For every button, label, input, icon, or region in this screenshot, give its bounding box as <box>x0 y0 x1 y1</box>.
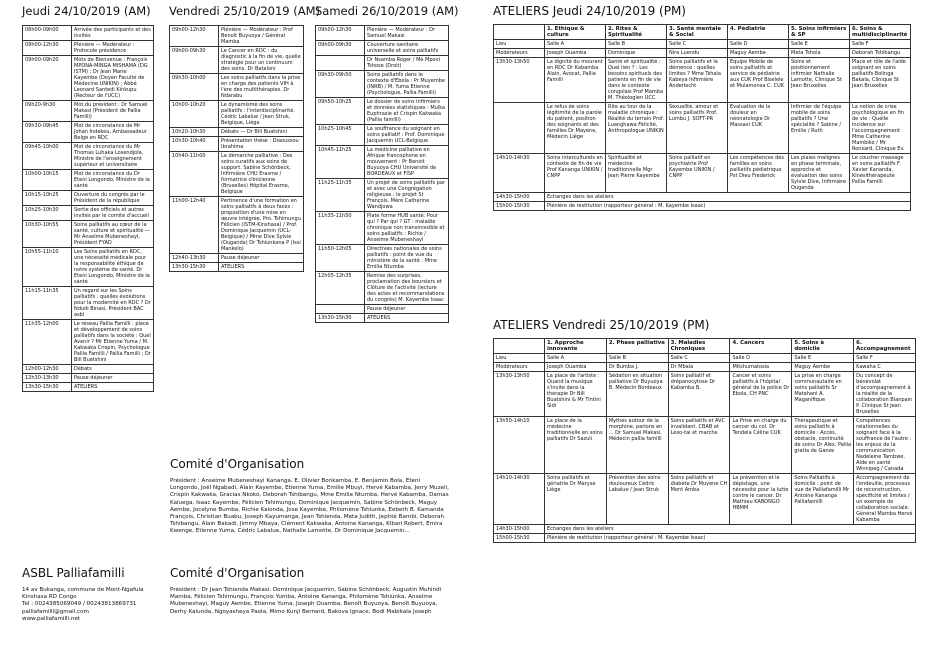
atelier-header: 1. Approche innovante <box>545 339 607 354</box>
time-cell: Modérateurs <box>494 363 545 372</box>
atelier-header-row <box>494 25 911 40</box>
atelier-header: 6. Soins & multidisciplinarité <box>850 25 911 40</box>
atelier-header: 6. Accompagnement <box>854 339 916 354</box>
schedule-row <box>316 41 449 56</box>
session-cell: Sortie des officiels et autres invités par le comité d'accueil <box>72 206 154 221</box>
atelier-cell: Dr Mbala <box>668 363 730 372</box>
schedule-row <box>23 320 154 365</box>
schedule-row <box>316 179 449 212</box>
atelier-cell: Salle E <box>792 354 854 363</box>
schedule-row <box>316 71 449 98</box>
ateliers1-title: ATELIERS Jeudi 24/10/2019 (PM) <box>493 4 686 18</box>
time-cell <box>316 305 365 314</box>
time-cell: 09h20-9h30 <box>23 101 72 122</box>
atelier-cell: Deborah Tshibangu <box>850 49 911 58</box>
atelier-row <box>494 202 911 211</box>
schedule-row <box>23 383 154 392</box>
day3-schedule <box>315 25 449 323</box>
time-cell: 09h30-09h45 <box>23 122 72 143</box>
atelier-row <box>494 534 916 543</box>
schedule-row <box>316 212 449 245</box>
schedule-row <box>170 137 304 152</box>
session-cell: Pause déjeuner <box>219 254 304 263</box>
schedule-row <box>316 56 449 71</box>
session-cell: Soins palliatifs au cœur de la santé, culture et spiritualité — Mr Anselme Mubeneshayi, Président FYAD <box>72 221 154 248</box>
schedule-row <box>23 41 154 56</box>
time-cell: 12h40-13h30 <box>170 254 219 263</box>
atelier-cell: Rite au tour de la maladie chronique : Réalité du terrain Prof. Luanghawa Félicité, Anthropologue UNIKIN <box>606 103 667 154</box>
time-cell: 11h35-11h50 <box>316 212 365 245</box>
atelier-cell: Mythes autour de la morphine, parlons en ... Dr Samuel Makasi, Médecin pallia familli <box>606 417 668 474</box>
atelier-cell: Prévention des soins douloureux Cédric Labalue / Jean Struk <box>606 474 668 525</box>
atelier-cell: Salle F <box>854 354 916 363</box>
time-cell: 11h25-11h35 <box>316 179 365 212</box>
time-cell: 09h00-09h30 <box>170 47 219 74</box>
atelier-row <box>494 49 911 58</box>
atelier-row <box>494 417 916 474</box>
session-cell: Dr Nsamba Roger / Me Mpovi Tshose (Droit) <box>365 56 449 71</box>
atelier-cell: Soins Palliatifs à domicile : point de vue de Palliafamilli Mr Antoine Kananga Palliafamilli <box>792 474 854 525</box>
time-cell: 10h55-11h10 <box>23 248 72 287</box>
address-line: palliafamilli@gmail.com <box>22 608 89 615</box>
day3-title: Samedi 26/10/2019 (AM) <box>315 4 459 18</box>
atelier-row <box>494 193 911 202</box>
atelier-cell: Soins et positionnement infirmier Nathalie Lamotte, Clinique St Jean Bruxelles <box>789 58 850 103</box>
atelier-row <box>494 372 916 417</box>
atelier-row <box>494 474 916 525</box>
session-cell: Echanges dans les ateliers <box>545 193 911 202</box>
session-cell: Un regard sur les Soins palliatifs : quelles évolutions pour la modernité en RDC ? Dr Ndudi Binasi, Président BAC asbl <box>72 287 154 320</box>
time-cell: 14h10-14h30 <box>494 474 545 525</box>
time-cell: 13h50-14h10 <box>494 417 545 474</box>
schedule-row <box>316 245 449 272</box>
schedule-row <box>316 125 449 146</box>
session-cell: Plénière — Modérateur : Protocole présidence <box>72 41 154 56</box>
time-cell: 13h30-15h30 <box>316 314 365 323</box>
time-cell: Modérateurs <box>494 49 545 58</box>
session-cell: Plate forme HUB santé. Pour qui ? Par qui ? GT : maladie chronique non transmissible et soins palliatifs : Richie / Anselme Mubeneshayi <box>365 212 449 245</box>
session-cell: Débats — Dr Bill Buatshini <box>219 128 304 137</box>
atelier-cell: Maguy Aembe <box>792 363 854 372</box>
atelier-header: 2. Rites & Spiritualité <box>606 25 667 40</box>
time-cell: 14h10-14h30 <box>494 154 545 193</box>
session-cell: ATELIERS <box>72 383 154 392</box>
time-cell: 12h05-12h35 <box>316 272 365 305</box>
schedule-row <box>170 128 304 137</box>
session-cell: Le réseau Pallia Familli : place et développement de soins palliatifs dans la société : Quel Avenir ? Mr Etienne Yuma / M. Kakwaka Crispin, Psychologue Pallia Familli / Pallia Familli ; Dr Bill Buatshini <box>72 320 154 365</box>
time-cell: 09h00-09h20 <box>23 56 72 101</box>
atelier-header <box>494 339 545 354</box>
time-cell: 14h30-15h00 <box>494 193 545 202</box>
time-cell: 08h00-09h00 <box>23 26 72 41</box>
atelier-cell: Joseph Ouamba <box>545 363 607 372</box>
atelier-header: 4. Pédiatrie <box>728 25 789 40</box>
atelier-row <box>494 154 911 193</box>
schedule-row <box>170 74 304 101</box>
atelier-cell: Sexualité, amour et soins palliatifs Prof. Lumbu J. SOFT-PR <box>667 103 728 154</box>
schedule-row <box>23 248 154 287</box>
atelier-cell: Salle F <box>850 40 911 49</box>
atelier-cell: Salle E <box>789 40 850 49</box>
session-cell: Plénière de restitution (rapporteur général : M. Kayembe Isaac) <box>545 202 911 211</box>
session-cell: Soins palliatifs dans le contexte d'Ebola : Pr Muyembe (INRB) / M. Yuma Etienne (Psychologue, Pallia Familli) <box>365 71 449 98</box>
day2-title: Vendredi 25/10/2019 (AM) <box>169 4 321 18</box>
atelier-row <box>494 525 916 534</box>
session-cell: Mot de circonstance du Dr Eteni Longondo, Ministre de la santé <box>72 170 154 191</box>
session-cell: Les Soins palliatifs en RDC, une nécessité médicale pour la responsabilité éthique de notre système de santé. Dr Eteni Longondo, Ministre de la santé <box>72 248 154 287</box>
atelier-cell: Joseph Ouamba <box>545 49 606 58</box>
ateliers1-table <box>493 24 911 211</box>
atelier-cell: Dominique <box>606 49 667 58</box>
atelier-cell: Thérapeutique et soins palliatifs à domicile : Accès, obstacle, continuité de soins Dr Alex, Pallia gratia de Ganze <box>792 417 854 474</box>
time-cell: 13h30-13h50 <box>494 372 545 417</box>
schedule-row <box>170 197 304 254</box>
atelier-row <box>494 354 916 363</box>
atelier-cell: Evaluation de la douleur en néonatologie Dr Massavi CUK <box>728 103 789 154</box>
atelier-cell: Sédation en situation palliative Dr Buyuoya B. Médecin Bordeaux <box>606 372 668 417</box>
day2-schedule <box>169 25 304 272</box>
schedule-row <box>23 101 154 122</box>
atelier-cell: Du concept de bénévolat d'accompagnement à la réalité de la collaboration Blanpain P. Clinique St Jean Bruxelles <box>854 372 916 417</box>
atelier-header: 5. Soins à domicile <box>792 339 854 354</box>
session-cell: Pertinence d'une formation en soins palliatifs à deux faces : proposition d'une mise en œuvre intégrée. Pro. Tshimungu Félicien (ISTM-Kinshasa) / Prof. Dominique Jacquemin (UCL-Belgique) / Mme Dive Sylvie (Ouganda) Dr Tshiunkana P (Issi Mankelo) <box>219 197 304 254</box>
session-cell: Mot de circonstance de Mr Johan Indekeu, Ambassadeur Belge en RDC <box>72 122 154 143</box>
atelier-cell: Nira Luendu <box>667 49 728 58</box>
schedule-row <box>23 170 154 191</box>
session-cell: Mot du président : Dr Samuel Makasi (Président de Pallia Familli) <box>72 101 154 122</box>
schedule-row <box>316 146 449 179</box>
atelier-header: 3. Santé mentale & Social <box>667 25 728 40</box>
day1-title: Jeudi 24/10/2019 (AM) <box>22 4 151 18</box>
time-cell: 15h00-15h30 <box>494 202 545 211</box>
atelier-cell: La Prise en charge du cancer du col. Dr Tendela Céline CUK <box>730 417 792 474</box>
schedule-row <box>170 152 304 197</box>
atelier-cell: La notion de crise psychologique en fin de vie : Quelle incidence sur l'accompagnement Mme Catherine Mambiko / Mr Ronsard, Clinique Ev. <box>850 103 911 154</box>
session-cell: Présentation thèse : Diaoussou Ibrahima <box>219 137 304 152</box>
atelier-cell: Soins palliatif en psychiatrie Prof Kayembe UNIKIN / CNPP <box>667 154 728 193</box>
atelier-row <box>494 363 916 372</box>
session-cell: Les soins palliatifs dans la prise en charge des patients VIH à l'ère des multithérapies. Dr Ndarabu <box>219 74 304 101</box>
session-cell: La souffrance du soignant en soins palliatif : Prof. Dominique Jacquemin UCL-Belgique <box>365 125 449 146</box>
atelier-cell: Maguy Aembe <box>728 49 789 58</box>
atelier-cell: Soins palliatifs et AVC invalidant. CBAB et Lexo-tai et marche <box>668 417 730 474</box>
time-cell: 11h35-12h00 <box>23 320 72 365</box>
time-cell: 10h00-10h20 <box>170 101 219 128</box>
time-cell: 10h15-10h25 <box>23 191 72 206</box>
schedule-row <box>23 221 154 248</box>
atelier-header: 1. Ethique & culture <box>545 25 606 40</box>
time-cell: 10h25-10h45 <box>316 125 365 146</box>
atelier-row <box>494 103 911 154</box>
ateliers2-title: ATELIERS Vendredi 25/10/2019 (PM) <box>493 318 710 332</box>
schedule-row <box>316 314 449 323</box>
atelier-header: 5. Soins infirmiers & SP <box>789 25 850 40</box>
schedule-row <box>23 191 154 206</box>
address-line: 14 av Bukanga, commune de Mont-Ngafula <box>22 587 144 593</box>
atelier-header-row <box>494 339 916 354</box>
session-cell: Pause déjeuner <box>365 305 449 314</box>
time-cell: 09h00-12h30 <box>170 26 219 47</box>
atelier-cell: Soins palliatifs et diabète Dr Muyene CH Mont Amba <box>668 474 730 525</box>
time-cell <box>316 56 365 71</box>
session-cell: Couverture sanitaire universelle et soins palliatifs <box>365 41 449 56</box>
time-cell: 09h00-12h30 <box>316 26 365 41</box>
atelier-cell: Dr Bumba J. <box>606 363 668 372</box>
schedule-row <box>170 26 304 47</box>
schedule-row <box>23 374 154 383</box>
atelier-cell: Salle A <box>545 354 607 363</box>
atelier-cell: Kawaha C <box>854 363 916 372</box>
session-cell: Mot de circonstance du Mr Thomas Luhaka Losendjola, Ministre de l'enseignement supérieur et universitaire <box>72 143 154 170</box>
session-cell: Plénière — Modérateur : Prof Benoit Buyuoya / Général Mamba <box>219 26 304 47</box>
time-cell: 09h30-10h00 <box>170 74 219 101</box>
atelier-cell: Cancer et soins palliatifs à l'hôpital général de la police Dr Ebola, CH PNC <box>730 372 792 417</box>
schedule-row <box>23 365 154 374</box>
session-cell: Un projet de soins palliatifs par et avec une Congrégation religieuse : le projet St François. Mère Catherine Wandjowa <box>365 179 449 212</box>
atelier-cell: Le coucher massage en soins palliatifs F. Xavier Kananda, Kinésithérapeute Pallia Familli <box>850 154 911 193</box>
atelier-row <box>494 58 911 103</box>
time-cell: 09h00-12h30 <box>23 41 72 56</box>
address-line: www.palliafamilli.net <box>22 615 81 622</box>
atelier-cell: Infirmier de l'équipe mobile de soins palliatifs ? Une spécialité ? Sabine / Emilie / Ruth <box>789 103 850 154</box>
schedule-row <box>170 263 304 272</box>
schedule-row <box>170 254 304 263</box>
atelier-cell: La prévention et le dépistage, une nécessité pour la lutte contre le cancer. Dr Mathieu KABONGO HBMM <box>730 474 792 525</box>
time-cell: 10h30-10h55 <box>23 221 72 248</box>
schedule-row <box>170 101 304 128</box>
atelier-cell: Les compétences des familles en soins palliatifs pédiatrique Pst Dieu Frederick <box>728 154 789 193</box>
time-cell: 11h00-12h40 <box>170 197 219 254</box>
asbl-address <box>22 587 162 623</box>
atelier-cell: Salle D <box>730 354 792 363</box>
asbl-title: ASBL Palliafamilli <box>22 566 125 580</box>
atelier-cell: Meta Tshola <box>789 49 850 58</box>
session-cell: Le dynamisme des soins palliatifs : l'interdisciplinarité. Cédric Labalue / Jean Struk, Belgique, Liège <box>219 101 304 128</box>
session-cell: Plénière de restitution (rapporteur général : M. Kayembe Isaac) <box>545 534 916 543</box>
time-cell: 15h00-15h30 <box>494 534 545 543</box>
schedule-row <box>316 26 449 41</box>
atelier-cell: Compétences relationnelles du soignant face à la souffrance de l'autre : les enjeux de la communication Nadeleine Tambwe, Aide en santé Winnipeg / Canada <box>854 417 916 474</box>
schedule-row <box>316 98 449 125</box>
time-cell: 14h30-15h00 <box>494 525 545 534</box>
atelier-row <box>494 40 911 49</box>
time-cell: 09h30-09h50 <box>316 71 365 98</box>
session-cell: Plénière — Modérateur : Dr Samuel Makasi <box>365 26 449 41</box>
time-cell: 12h00-12h30 <box>23 365 72 374</box>
session-cell: Directives nationales de soins palliatifs : point de vue du ministère de la santé : Mme Emilia Ntumba <box>365 245 449 272</box>
time-cell: 10h25-10h30 <box>23 206 72 221</box>
schedule-row <box>23 206 154 221</box>
atelier-cell: Mitshumatosia <box>730 363 792 372</box>
time-cell: 09h50-10h25 <box>316 98 365 125</box>
session-cell: La médicine palliative en Afrique francophone en mouvement : Pr Benoit Buyuoya CHU Université de BORDEAUX et FISP <box>365 146 449 179</box>
time-cell: 09h00-09h30 <box>316 41 365 56</box>
day1-schedule <box>22 25 154 392</box>
session-cell: Echanges dans les ateliers <box>545 525 916 534</box>
schedule-row <box>23 122 154 143</box>
schedule-row <box>23 287 154 320</box>
atelier-cell: Soins palliatifs et gériatrie Dr Maryse Liège <box>545 474 607 525</box>
session-cell: Arrivée des participants et des invités <box>72 26 154 41</box>
session-cell: ATELIERS <box>365 314 449 323</box>
atelier-cell: Salle C <box>668 354 730 363</box>
comite2-text: Président : Dr Jean Tshienda Makasi. Dominique Jacquemin, Sabine Schönbeck, Augustin Muhindi Mamba, Félicien Tshimungu, François Yumba, Antoine Kananga, Philomène Tshiunka, Anselme Mubeneshayi, Maguy Aembe, Etienne Yuma, Joseph Ouamba, Benoît Buyuoya, Benoît Buyuoya, Derhy Kalunda, Ngoyasheya Paola, Mimo Kunji Bernard, Bakova Ignace, Bodi Mabikala Joseph <box>170 587 442 615</box>
schedule-row <box>316 305 449 314</box>
time-cell: 10h40-11h00 <box>170 152 219 197</box>
atelier-cell: La prise en charge communautaire en soins palliatifs Sr Matahani A. Maganifique <box>792 372 854 417</box>
time-cell: 13h30-15h30 <box>23 383 72 392</box>
atelier-cell: Spiritualité et médecine traditionnelle Mgr Jean Pierre Kayembe <box>606 154 667 193</box>
atelier-cell: Le refus de soins légitimité de la parole du patient, position des soignants et des familles Dr Mayene, Médecin Liège <box>545 103 606 154</box>
time-cell: 13h30-13h50 <box>494 58 545 103</box>
atelier-cell: Salle D <box>728 40 789 49</box>
atelier-cell: Salle B <box>606 354 668 363</box>
schedule-row <box>316 272 449 305</box>
session-cell: ATELIERS <box>219 263 304 272</box>
atelier-header <box>494 25 545 40</box>
time-cell: Lieu <box>494 40 545 49</box>
atelier-cell: Soins interculturels en contexte de fin de vie Prof Kananga UNIKIN / CNPP <box>545 154 606 193</box>
time-cell: 10h00-10h15 <box>23 170 72 191</box>
time-cell: 11h50-12h05 <box>316 245 365 272</box>
schedule-row <box>23 26 154 41</box>
time-cell: 10h45-11h25 <box>316 146 365 179</box>
comite1-text: Président : Anselme Mubeneshayi Kananga. E. Olivier Bonkamba, E. Benjamin Bola, Eteni Longondo, Joël Ngabadi, Alain Kayembe, Etienne Yuma, Emilie Mbuyi, Hervé Kabamba, Jerry Muzeli, Crispin Kakwaka, Gracias Nkoko, Deborah Tshibangu, Mme Emilia Ntumba, Hervé Kabamba, Damas Kaluega, Isaac Kayembe, Félicien Tshimungu, Dominique Jacquemin, Sabine Schönbeck, Maguy Aembe, Jocelyne Bumba, Richie Kalonda, Jose Kayembe, Philomène Tshiunka, Eebeth B. Kamanda François, Christian Buabu, Joseph Kayumanga, Jean Tshienda, Meta Judith, Jephté Bambi, Deborah Tshibangu, Alain Bakadi, Jimmy Mbaya, Clément Kakwaka, Antoine Kananga, Kibari Robert, Emira Kwenge, Etienne Yuma, Cédric Labalue, Nathalie Lamotte, Dr Dominique Jacquemin... <box>170 478 449 535</box>
time-cell: 10h30-10h40 <box>170 137 219 152</box>
atelier-header: 4. Cancers <box>730 339 792 354</box>
time-cell: 12h30-13h30 <box>23 374 72 383</box>
schedule-row <box>23 56 154 101</box>
atelier-header: 3. Maladies Chroniques <box>668 339 730 354</box>
session-cell: Le Cancer en RDC : du diagnostic à la fin de vie, quelle stratégie pour un continuum des soins. Dr Bataloni <box>219 47 304 74</box>
time-cell: 09h45-10h00 <box>23 143 72 170</box>
atelier-cell: Santé et spiritualité : Quel lien ? : Les besoins spirituels des patients en fin de vie dans le contexte congolais Prof Mamba M. Théologien UCC <box>606 58 667 103</box>
time-cell: 10h20-10h30 <box>170 128 219 137</box>
atelier-cell: La place de la médecine traditionnelle en soins palliatifs Dr Sazuli <box>545 417 607 474</box>
atelier-cell: La place de l'artiste : Quand la musique s'invite dans la thérapie Dr Bill Buatshini & Mr Tintini Sidi <box>545 372 607 417</box>
session-cell: La démarche palliative : Des soins curatifs aux soins de support. Sabine Schönbeck, Infirmière CHU Erasme / formatrice clinicienne (Bruxelles) Hôpital Erasme, Belgique <box>219 152 304 197</box>
comite1-title: Comité d'Organisation <box>170 457 305 471</box>
time-cell <box>494 103 545 154</box>
session-cell: Mots de Bienvenue : François MPONA-MINGA MISHAMA (DG ISTM) ; Dr Jean Marie Kayembe (Doyen Faculté de Médecine UNIKIN) ; Abbé Leonard Santedi Kinkupu (Recteur de l'UCC) <box>72 56 154 101</box>
atelier-cell: Soins palliatif et drépanocytose Dr Kabamba B. <box>668 372 730 417</box>
atelier-cell: Salle C <box>667 40 728 49</box>
session-cell: Débats <box>72 365 154 374</box>
address-line: Tel : 0024385069049 / 00243813869731 <box>22 601 137 608</box>
session-cell: Remise des surprises, proclamation des boursiers et Clôture de l'activité (lecture des actes et recommandations du congrès) M. Kayembe Isaac <box>365 272 449 305</box>
ateliers2-table <box>493 338 916 543</box>
session-cell: Pause déjeuner <box>72 374 154 383</box>
atelier-cell: Salle B <box>606 40 667 49</box>
atelier-cell: La dignité du mourant en RDC Dr Kabamba Alain, Avocat, Pallia Familli <box>545 58 606 103</box>
time-cell: Lieu <box>494 354 545 363</box>
comite2-title: Comité d'Organisation <box>170 566 305 580</box>
session-cell: Le dossier de soins infirmiers et données statistiques : Mulka Euphrasie et Crispin Kakwaka (Pallia familli) <box>365 98 449 125</box>
time-cell: 11h15-11h35 <box>23 287 72 320</box>
time-cell: 13h30-15h30 <box>170 263 219 272</box>
atelier-cell: Les plaies malignes en phase terminale, approche et évaluation des soins Sylvie Dive, Infirmière Ouganda <box>789 154 850 193</box>
atelier-cell: Accompagnement de l'endeuille, processus de reconstruction, spécificité et limites / un exemple de collaboration sociale. Général Mamba Hervé Kabamba <box>854 474 916 525</box>
atelier-cell: Salle A <box>545 40 606 49</box>
schedule-row <box>23 143 154 170</box>
session-cell: Ouverture du congrès par le Président de la république <box>72 191 154 206</box>
address-line: Kinshasa RD Congo <box>22 594 77 601</box>
atelier-header: 2. Phase palliative <box>606 339 668 354</box>
schedule-row <box>170 47 304 74</box>
atelier-cell: Place et rôle de l'aide soignant en soins palliatifs Bolinga Bakala, Clinique St Jean Bruxelles <box>850 58 911 103</box>
atelier-cell: Equipe Mobile de soins palliatifs et service de pédiatrie aux CUK Prof Biselele et Mulamonsa C. CUK <box>728 58 789 103</box>
atelier-cell: Soins palliatifs et la démence : quelles limites ? Mme Tshala Kabeya Infirmière Anderlecht <box>667 58 728 103</box>
